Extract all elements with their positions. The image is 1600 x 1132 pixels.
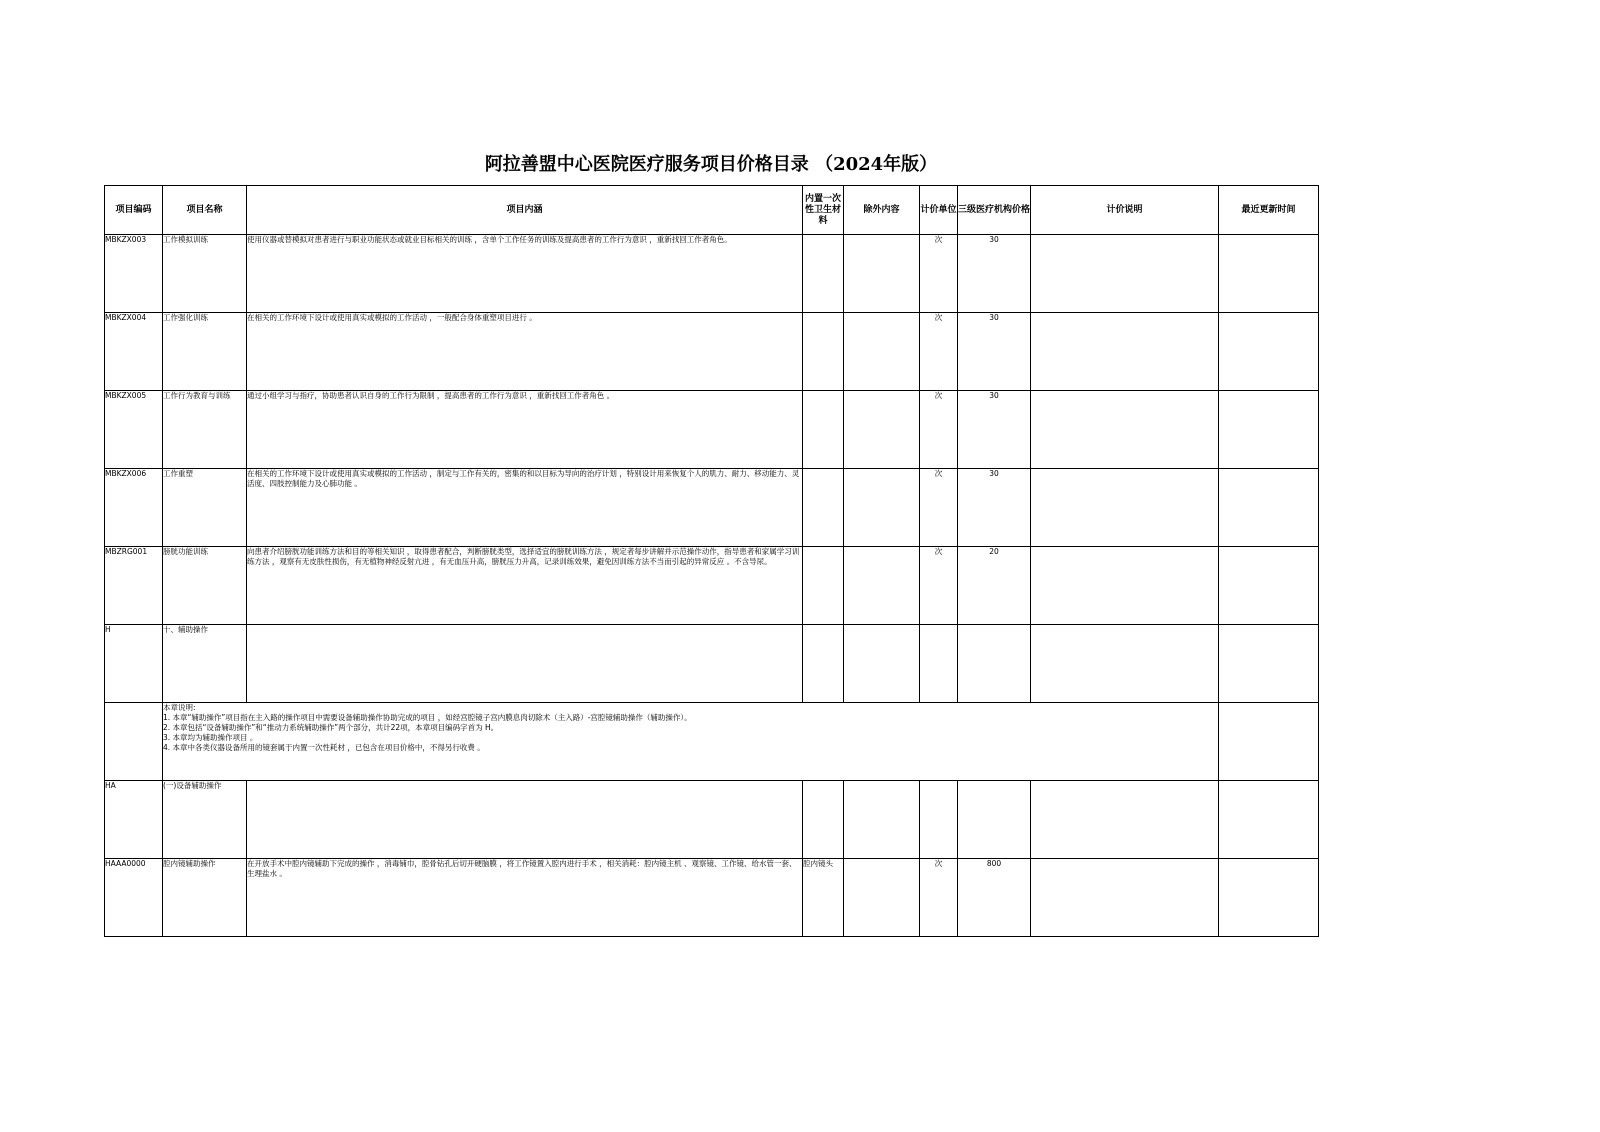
cell-price: 30 (958, 391, 1031, 469)
cell-excluded (844, 391, 920, 469)
cell-content: 在相关的工作环境下设计或使用真实或模拟的工作活动 ，制定与工作有关的，密集的和以目标为导向的治疗计划 ，特别设计用来恢复个人的肌力、耐力、移动能力、灵活度、四肢控制能力及心肺功能 。 (247, 469, 803, 547)
cell-code: MBKZX004 (105, 313, 163, 391)
cell-name: 十、辅助操作 (163, 625, 247, 703)
chapter-note-line: 3. 本章均为辅助操作项目 。 (163, 733, 258, 742)
cell-excluded (844, 625, 920, 703)
cell-note (1031, 235, 1219, 313)
cell-unit (920, 781, 958, 859)
cell-updated (1219, 313, 1319, 391)
cell-excluded (844, 235, 920, 313)
cell-updated (1219, 625, 1319, 703)
price-table (104, 185, 1319, 937)
cell-unit (920, 625, 958, 703)
chapter-note-line: 本章说明: (163, 703, 196, 712)
cell-content (247, 625, 803, 703)
cell-note (1031, 547, 1219, 625)
cell-price: 30 (958, 235, 1031, 313)
cell-code: MBKZX003 (105, 235, 163, 313)
cell-code (105, 703, 163, 781)
chapter-note-line: 2. 本章包括“设备辅助操作”和“推动力系统辅助操作”两个部分，共计22项，本章项目编码字首为 H。 (163, 723, 499, 732)
cell-note (1031, 859, 1219, 937)
cell-excluded (844, 469, 920, 547)
cell-updated (1219, 781, 1319, 859)
table-row (105, 625, 1319, 703)
cell-name: 膀胱功能训练 (163, 547, 247, 625)
cell-name: 腔内镜辅助操作 (163, 859, 247, 937)
cell-updated (1219, 859, 1319, 937)
cell-code: MBKZX006 (105, 469, 163, 547)
header-code: 项目编码 (105, 186, 163, 235)
chapter-note-line: 1. 本章“辅助操作”项目指在主入路的操作项目中需要设备辅助操作协助完成的项目 ，如经宫腔镜子宫内膜息肉切除术（主入路）-宫腔镜辅助操作（辅助操作）。 (163, 713, 692, 722)
cell-unit: 次 (920, 859, 958, 937)
header-excluded: 除外内容 (844, 186, 920, 235)
cell-updated (1219, 469, 1319, 547)
cell-unit: 次 (920, 235, 958, 313)
table-row (105, 313, 1319, 391)
cell-name: 工作重塑 (163, 469, 247, 547)
header-row (105, 186, 1319, 235)
cell-content: 使用仪器或替模拟对患者进行与职业功能状态或就业目标相关的训练 ，含单个工作任务的训练及提高患者的工作行为意识 ，重新找回工作者角色。 (247, 235, 803, 313)
cell-materials: 腔内镜头 (803, 859, 844, 937)
cell-updated (1219, 235, 1319, 313)
cell-note (1031, 469, 1219, 547)
chapter-note-row (105, 703, 1319, 781)
cell-unit: 次 (920, 469, 958, 547)
cell-excluded (844, 313, 920, 391)
cell-content: 在开放手术中腔内镜辅助下完成的操作 ，消毒铺巾，腔骨钻孔后切开硬脑膜 ，将工作镜置入腔内进行手术 ，相关消耗：腔内镜主机 、观察镜、工作镜、给水管一套、生理盐水 。 (247, 859, 803, 937)
cell-excluded (844, 781, 920, 859)
cell-content (247, 781, 803, 859)
cell-excluded (844, 859, 920, 937)
cell-price: 30 (958, 313, 1031, 391)
cell-content: 通过小组学习与指疗，协助患者认识自身的工作行为限制 ，提高患者的工作行为意识 ，重新找回工作者角色 。 (247, 391, 803, 469)
cell-updated (1219, 703, 1319, 781)
page-title: 阿拉善盟中心医院医疗服务项目价格目录 （2024年版） (484, 154, 938, 175)
table-row (105, 391, 1319, 469)
cell-note (1031, 313, 1219, 391)
cell-code: HA (105, 781, 163, 859)
cell-materials (803, 391, 844, 469)
cell-materials (803, 625, 844, 703)
cell-name: (一)设备辅助操作 (163, 781, 247, 859)
cell-code: MBZRG001 (105, 547, 163, 625)
cell-note (1031, 781, 1219, 859)
cell-content: 在相关的工作环境下设计或使用真实或模拟的工作活动 ，一般配合身体重塑项目进行 。 (247, 313, 803, 391)
header-name: 项目名称 (163, 186, 247, 235)
cell-materials (803, 313, 844, 391)
table-row (105, 859, 1319, 937)
cell-name: 工作行为教育与训练 (163, 391, 247, 469)
header-note: 计价说明 (1031, 186, 1219, 235)
cell-materials (803, 547, 844, 625)
cell-price: 800 (958, 859, 1031, 937)
cell-materials (803, 781, 844, 859)
cell-price: 30 (958, 469, 1031, 547)
chapter-note-line: 4. 本章中各类仪器设备所用的镜套属于内置一次性耗材 ，已包含在项目价格中，不得另行收费 。 (163, 743, 485, 752)
table-row (105, 781, 1319, 859)
cell-unit: 次 (920, 391, 958, 469)
header-updated: 最近更新时间 (1219, 186, 1319, 235)
cell-content: 向患者介绍膀胱功能训练方法和目的等相关知识 ，取得患者配合，判断膀胱类型，选择适宜的膀胱训练方法 ，规定者每步讲解并示范操作动作，指导患者和家属学习训练方法 ，观察有无皮肤性损伤，有无植物神经反射亢进 ，有无血压升高，膀胱压力升高，记录训练效果，避免因训练方法不当而引起的异常反应 。不含导尿。 (247, 547, 803, 625)
header-content: 项目内涵 (247, 186, 803, 235)
cell-unit: 次 (920, 547, 958, 625)
cell-unit: 次 (920, 313, 958, 391)
header-price: 三级医疗机构价格 (958, 186, 1031, 235)
cell-updated (1219, 391, 1319, 469)
cell-price (958, 781, 1031, 859)
header-materials: 内置一次性卫生材料 (803, 186, 844, 235)
table-row (105, 469, 1319, 547)
cell-price (958, 625, 1031, 703)
cell-name: 工作模拟训练 (163, 235, 247, 313)
cell-excluded (844, 547, 920, 625)
cell-note (1031, 625, 1219, 703)
chapter-note (163, 703, 1219, 781)
cell-code: H (105, 625, 163, 703)
cell-note (1031, 391, 1219, 469)
cell-materials (803, 469, 844, 547)
cell-updated (1219, 547, 1319, 625)
cell-materials (803, 235, 844, 313)
table-row (105, 547, 1319, 625)
header-unit: 计价单位 (920, 186, 958, 235)
cell-code: MBKZX005 (105, 391, 163, 469)
cell-code: HAAA0000 (105, 859, 163, 937)
cell-name: 工作强化训练 (163, 313, 247, 391)
cell-price: 20 (958, 547, 1031, 625)
table-row (105, 235, 1319, 313)
